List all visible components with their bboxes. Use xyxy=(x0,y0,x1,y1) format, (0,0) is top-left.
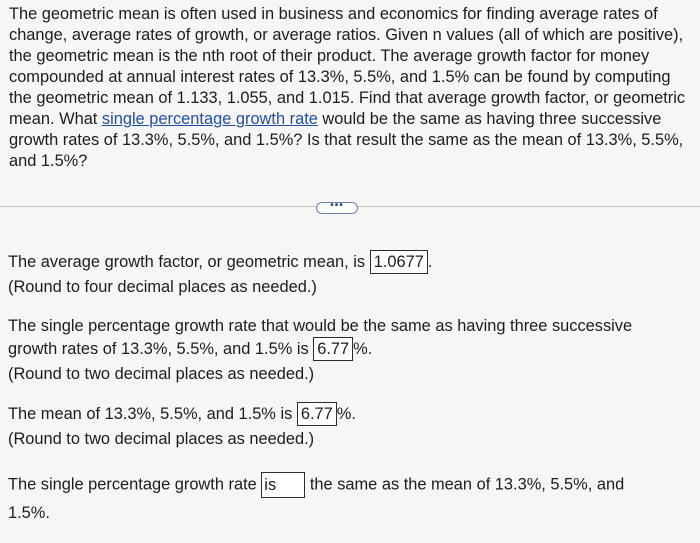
answer1-input[interactable]: 1.0677 xyxy=(370,250,428,274)
question-text xyxy=(9,4,697,172)
answer1-prefix: The average growth factor, or geometric mean, is xyxy=(8,253,370,271)
answer2-prefix: growth rates of 13.3%, 5.5%, and 1.5% is xyxy=(8,340,314,358)
answer-geometric-mean xyxy=(8,250,432,298)
glossary-link-single-percentage-growth-rate[interactable]: single percentage growth rate xyxy=(101,110,318,128)
answer2-line1: The single percentage growth rate that would be the same as having three successive xyxy=(8,317,633,335)
answer3-suffix: %. xyxy=(336,405,356,423)
answer4-suffix: the same as the mean of 13.3%, 5.5%, and xyxy=(305,475,625,494)
answer2-input[interactable]: 6.77 xyxy=(313,337,353,361)
answer2-note: (Round to two decimal places as needed.) xyxy=(8,365,315,383)
question-part1: The geometric mean is often used in business and economics for finding average rates of change, average rates of growth, or average ratios. Given n values (all of which are positive), the geometric mean is the nth root of their product. The average growth factor for money compounded at annual interest rates of 13.3%, 5.5%, and 1.5% can be found by computing the geometric mean of 1.133, 1.055, and 1.015. Find that average growth factor, or geometric mean. What xyxy=(9,5,686,128)
answer3-input[interactable]: 6.77 xyxy=(297,402,337,426)
answer2-suffix: %. xyxy=(353,340,373,358)
answer1-note: (Round to four decimal places as needed.) xyxy=(8,278,317,296)
answer-arithmetic-mean xyxy=(8,402,356,450)
answer-growth-rate xyxy=(8,315,632,385)
answer-comparison xyxy=(8,472,624,524)
answer3-prefix: The mean of 13.3%, 5.5%, and 1.5% is xyxy=(8,405,297,423)
answer4-dropdown[interactable]: is xyxy=(261,472,305,498)
answer4-prefix: The single percentage growth rate xyxy=(8,475,262,494)
question-part2: would be the same as having three successive growth rates of 13.3%, 5.5%, and 1.5%? Is that result the same as the mean of 13.3%, 5.5%, and 1.5%? xyxy=(9,110,684,170)
expand-more-button[interactable]: ••• xyxy=(316,202,358,214)
answer3-note: (Round to two decimal places as needed.) xyxy=(8,430,315,448)
answer1-suffix: . xyxy=(427,253,433,271)
answer4-line2: 1.5%. xyxy=(8,504,50,522)
